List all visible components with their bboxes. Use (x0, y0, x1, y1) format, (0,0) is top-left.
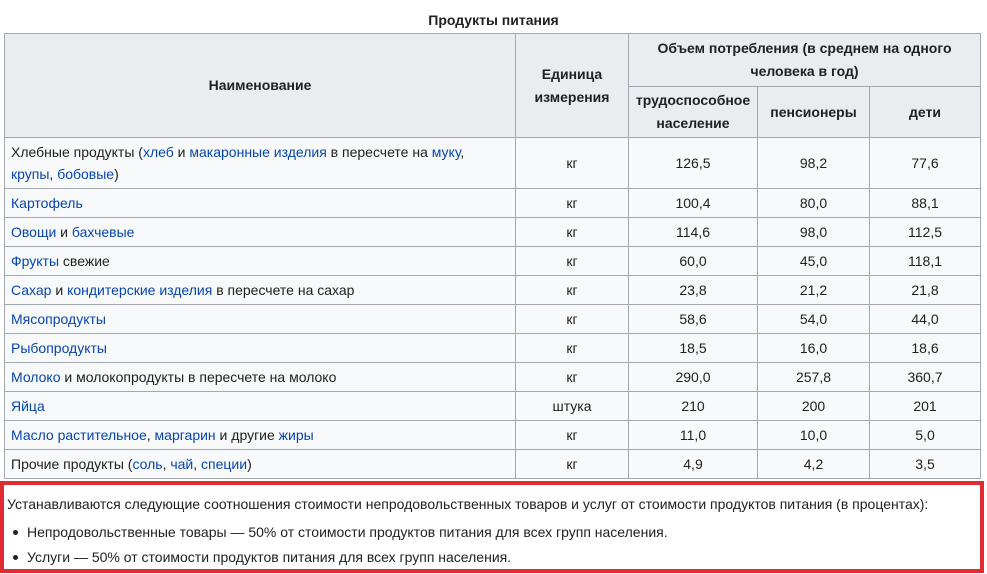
working-population-cell: 23,8 (629, 276, 758, 305)
product-name-cell (5, 392, 516, 421)
children-cell: 118,1 (870, 247, 981, 276)
children-cell: 5,0 (870, 421, 981, 450)
product-text: в пересчете на сахар (212, 282, 355, 298)
bullet-icon (13, 530, 18, 535)
product-link[interactable]: бахчевые (71, 224, 135, 240)
product-text: Хлебные продукты ( (11, 144, 143, 160)
table-row (5, 247, 981, 276)
product-link[interactable]: чай (170, 456, 194, 472)
working-population-cell: 114,6 (629, 218, 758, 247)
working-population-cell: 18,5 (629, 334, 758, 363)
product-text: , (146, 427, 155, 443)
unit-cell: кг (516, 363, 629, 392)
unit-cell: кг (516, 450, 629, 479)
unit-cell: кг (516, 276, 629, 305)
unit-cell: кг (516, 334, 629, 363)
table-row (5, 363, 981, 392)
header-working-population: трудоспособное население (629, 87, 758, 138)
unit-cell: штука (516, 392, 629, 421)
unit-cell: кг (516, 138, 629, 189)
children-cell: 21,8 (870, 276, 981, 305)
product-link[interactable]: Сахар (11, 282, 52, 298)
product-link[interactable]: Масло растительное (11, 427, 147, 443)
product-name-cell (5, 138, 516, 189)
table-row (5, 334, 981, 363)
table-row (5, 138, 981, 189)
product-text: , (162, 456, 171, 472)
product-text: , (49, 166, 58, 182)
highlighted-note-box (0, 481, 984, 573)
pensioners-cell: 98,2 (758, 138, 870, 189)
product-text: , (193, 456, 202, 472)
table-caption: Продукты питания (428, 12, 559, 28)
working-population-cell: 126,5 (629, 138, 758, 189)
unit-cell: кг (516, 247, 629, 276)
unit-cell: кг (516, 189, 629, 218)
product-name-cell (5, 334, 516, 363)
note-intro: Устанавливаются следующие соотношения стоимости непродовольственных товаров и услуг от стоимости продуктов питания (в процентах): (7, 496, 929, 512)
children-cell: 112,5 (870, 218, 981, 247)
pensioners-cell: 45,0 (758, 247, 870, 276)
children-cell: 3,5 (870, 450, 981, 479)
working-population-cell: 4,9 (629, 450, 758, 479)
pensioners-cell: 16,0 (758, 334, 870, 363)
product-text: и молокопродукты в пересчете на молоко (60, 369, 337, 385)
product-link[interactable]: крупы (11, 166, 50, 182)
pensioners-cell: 257,8 (758, 363, 870, 392)
working-population-cell: 210 (629, 392, 758, 421)
children-cell: 44,0 (870, 305, 981, 334)
product-name-cell (5, 450, 516, 479)
note-item (13, 522, 980, 542)
note-item-text: Услуги — 50% от стоимости продуктов питания для всех групп населения. (27, 549, 512, 565)
product-text: и (173, 144, 190, 160)
table-row (5, 392, 981, 421)
product-name-cell (5, 247, 516, 276)
product-name-cell (5, 218, 516, 247)
product-name-cell (5, 305, 516, 334)
product-link[interactable]: Фрукты (11, 253, 60, 269)
children-cell: 360,7 (870, 363, 981, 392)
food-consumption-table (4, 33, 981, 479)
product-link[interactable]: муку (431, 144, 461, 160)
product-link[interactable]: бобовые (57, 166, 115, 182)
pensioners-cell: 54,0 (758, 305, 870, 334)
unit-cell: кг (516, 305, 629, 334)
product-text: в пересчете на (326, 144, 432, 160)
working-population-cell: 11,0 (629, 421, 758, 450)
note-item (13, 547, 980, 567)
product-link[interactable]: специи (201, 456, 248, 472)
table-row (5, 276, 981, 305)
children-cell: 18,6 (870, 334, 981, 363)
product-link[interactable]: Рыбопродукты (11, 340, 107, 356)
table-row (5, 218, 981, 247)
product-link[interactable]: жиры (278, 427, 314, 443)
pensioners-cell: 21,2 (758, 276, 870, 305)
product-name-cell (5, 363, 516, 392)
children-cell: 88,1 (870, 189, 981, 218)
product-link[interactable]: макаронные изделия (189, 144, 327, 160)
product-link[interactable]: соль (132, 456, 163, 472)
product-text: свежие (59, 253, 110, 269)
children-cell: 201 (870, 392, 981, 421)
product-link[interactable]: Картофель (11, 195, 83, 211)
product-link[interactable]: кондитерские изделия (67, 282, 213, 298)
working-population-cell: 58,6 (629, 305, 758, 334)
product-text: и (56, 224, 72, 240)
note-list (4, 522, 980, 567)
product-text: и другие (215, 427, 279, 443)
pensioners-cell: 10,0 (758, 421, 870, 450)
pensioners-cell: 98,0 (758, 218, 870, 247)
product-name-cell (5, 421, 516, 450)
unit-cell: кг (516, 421, 629, 450)
table-row (5, 305, 981, 334)
table-row (5, 189, 981, 218)
product-text: ) (247, 456, 252, 472)
product-link[interactable]: Мясопродукты (11, 311, 106, 327)
product-text: Прочие продукты ( (11, 456, 133, 472)
product-link[interactable]: маргарин (154, 427, 216, 443)
product-name-cell (5, 189, 516, 218)
note-item-text: Непродовольственные товары — 50% от стоимости продуктов питания для всех групп населения. (27, 524, 668, 540)
product-text: ) (114, 166, 119, 182)
working-population-cell: 290,0 (629, 363, 758, 392)
unit-cell: кг (516, 218, 629, 247)
pensioners-cell: 200 (758, 392, 870, 421)
header-consumption: Объем потребления (в среднем на одного человека в год) (629, 34, 981, 87)
pensioners-cell: 4,2 (758, 450, 870, 479)
product-link[interactable]: хлеб (142, 144, 174, 160)
product-link[interactable]: Яйца (11, 398, 45, 414)
header-pensioners: пенсионеры (758, 87, 870, 138)
product-text: , (460, 144, 465, 160)
header-unit: Единица измерения (516, 34, 629, 138)
product-name-cell (5, 276, 516, 305)
working-population-cell: 60,0 (629, 247, 758, 276)
header-children: дети (870, 87, 981, 138)
children-cell: 77,6 (870, 138, 981, 189)
table-row (5, 450, 981, 479)
product-link[interactable]: Овощи (11, 224, 57, 240)
product-link[interactable]: Молоко (11, 369, 61, 385)
bullet-icon (13, 555, 18, 560)
working-population-cell: 100,4 (629, 189, 758, 218)
header-name: Наименование (5, 34, 516, 138)
product-text: и (51, 282, 68, 298)
table-row (5, 421, 981, 450)
pensioners-cell: 80,0 (758, 189, 870, 218)
